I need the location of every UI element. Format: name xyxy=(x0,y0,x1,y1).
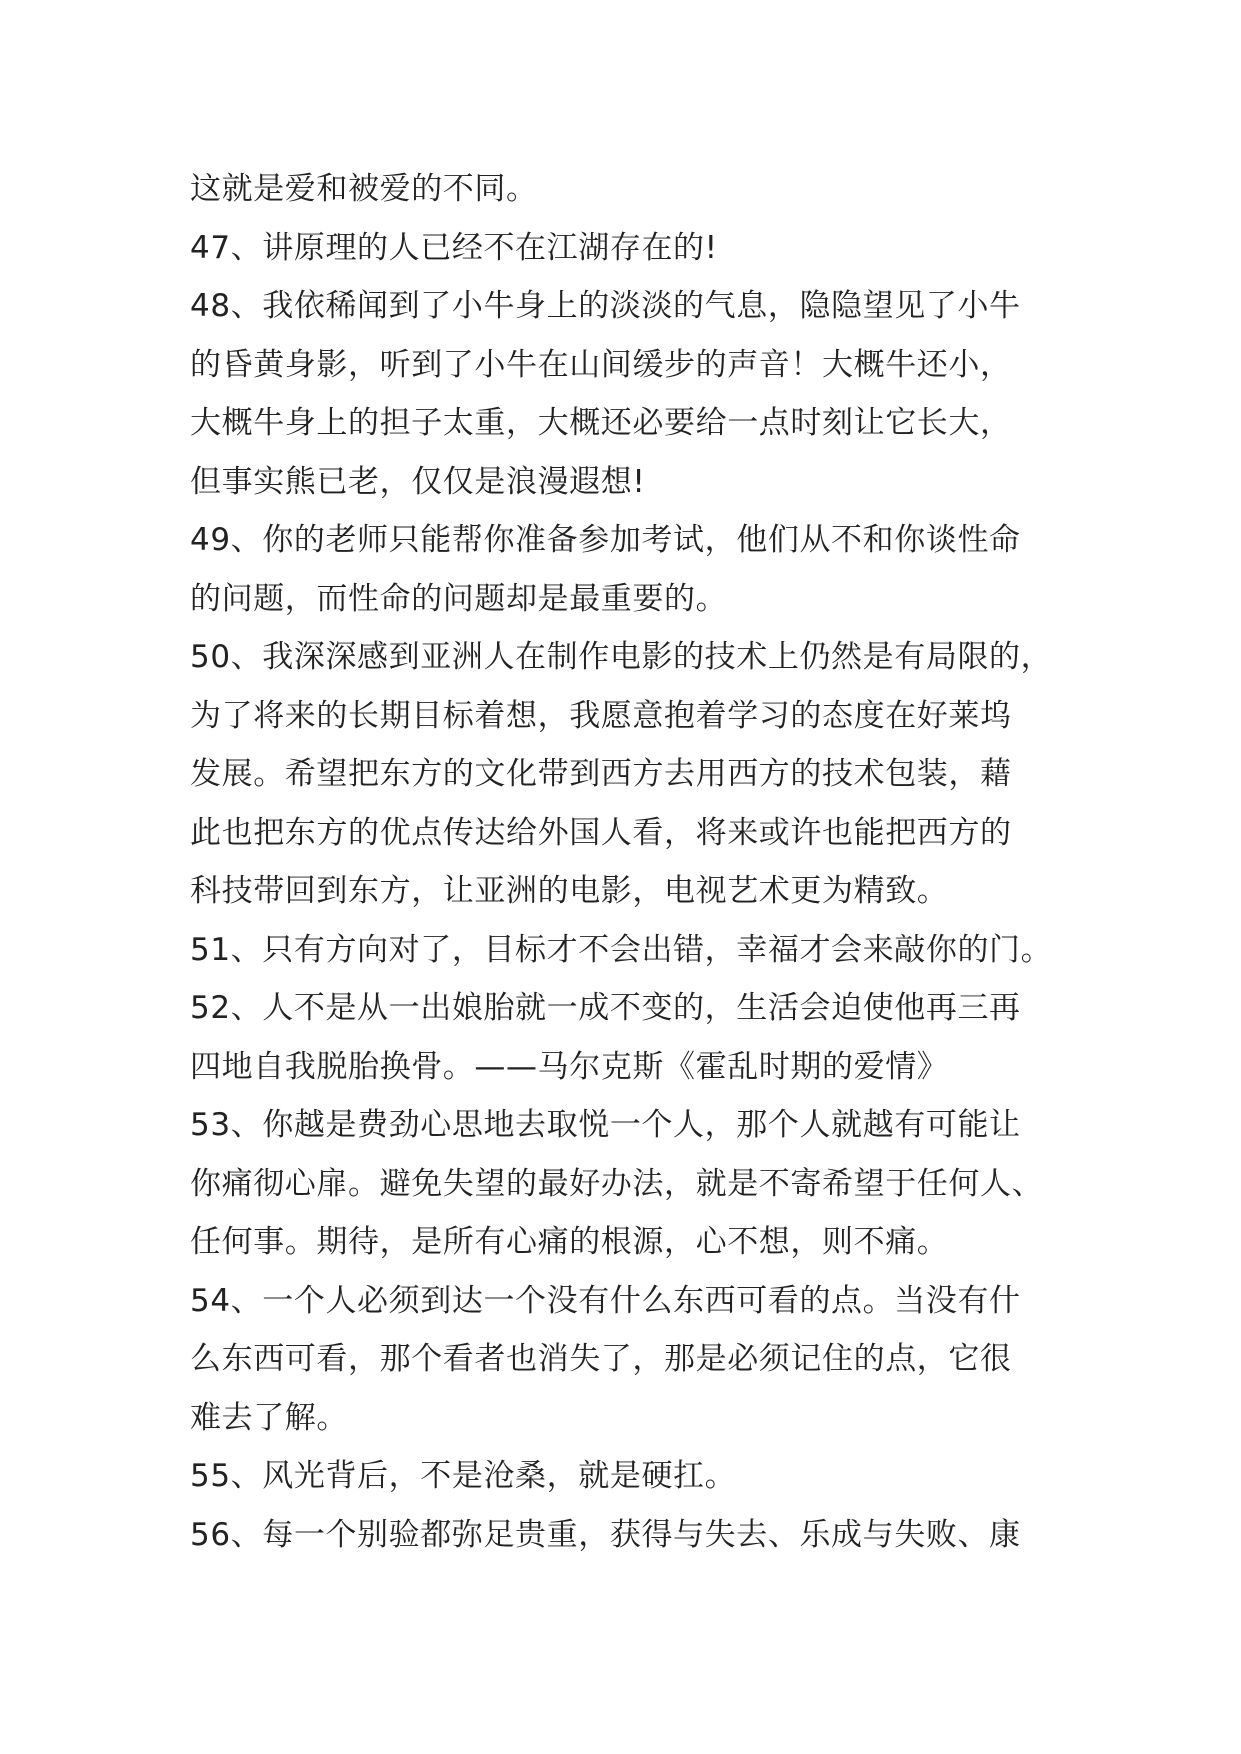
text-line: 的问题，而性命的问题却是最重要的。 xyxy=(190,580,728,617)
text-line: 这就是爱和被爱的不同。 xyxy=(190,171,538,207)
text-line: 的昏黄身影，听到了小牛在山间缓步的声音！大概牛还小， xyxy=(190,346,1012,383)
text-line: 56、每一个别验都弥足贵重，获得与失去、乐成与失败、康 xyxy=(190,1516,1021,1553)
document-body xyxy=(190,160,1060,1564)
text-line: 52、人不是从一出娘胎就一成不变的，生活会迫使他再三再 xyxy=(190,990,1021,1026)
text-line: 53、你越是费劲心思地去取悦一个人，那个人就越有可能让 xyxy=(190,1107,1021,1143)
text-line: 大概牛身上的担子太重，大概还必要给一点时刻让它长大， xyxy=(190,405,1012,441)
text-line: 但事实熊已老，仅仅是浪漫遐想! xyxy=(190,463,646,500)
text-line: 49、你的老师只能帮你准备参加考试，他们从不和你谈性命 xyxy=(190,522,1021,558)
text-line: 难去了解。 xyxy=(190,1399,348,1436)
text-line: 47、讲原理的人已经不在江湖存在的! xyxy=(190,229,718,266)
text-line: 48、我依稀闻到了小牛身上的淡淡的气息，隐隐望见了小牛 xyxy=(190,288,1021,324)
text-line: 50、我深深感到亚洲人在制作电影的技术上仍然是有局限的， xyxy=(190,639,1053,675)
text-line: 你痛彻心扉。避免失望的最好办法，就是不寄希望于任何人、 xyxy=(190,1165,1044,1202)
text-line: 四地自我脱胎换骨。——马尔克斯《霍乱时期的爱情》 xyxy=(190,1048,949,1085)
text-line: 此也把东方的优点传达给外国人看，将来或许也能把西方的 xyxy=(190,814,1012,851)
text-line: 为了将来的长期目标着想，我愿意抱着学习的态度在好莱坞 xyxy=(190,697,1012,734)
text-line: 么东西可看，那个看者也消失了，那是必须记住的点，它很 xyxy=(190,1341,1012,1377)
text-line: 科技带回到东方，让亚洲的电影，电视艺术更为精致。 xyxy=(190,873,949,909)
text-line: 发展。希望把东方的文化带到西方去用西方的技术包装，藉 xyxy=(190,756,1012,792)
text-line: 54、一个人必须到达一个没有什么东西可看的点。当没有什 xyxy=(190,1282,1021,1319)
text-line: 任何事。期待，是所有心痛的根源，心不想，则不痛。 xyxy=(190,1224,949,1260)
text-line: 51、只有方向对了，目标才不会出错，幸福才会来敲你的门。 xyxy=(190,931,1053,968)
text-line: 55、风光背后，不是沧桑，就是硬扛。 xyxy=(190,1458,737,1494)
